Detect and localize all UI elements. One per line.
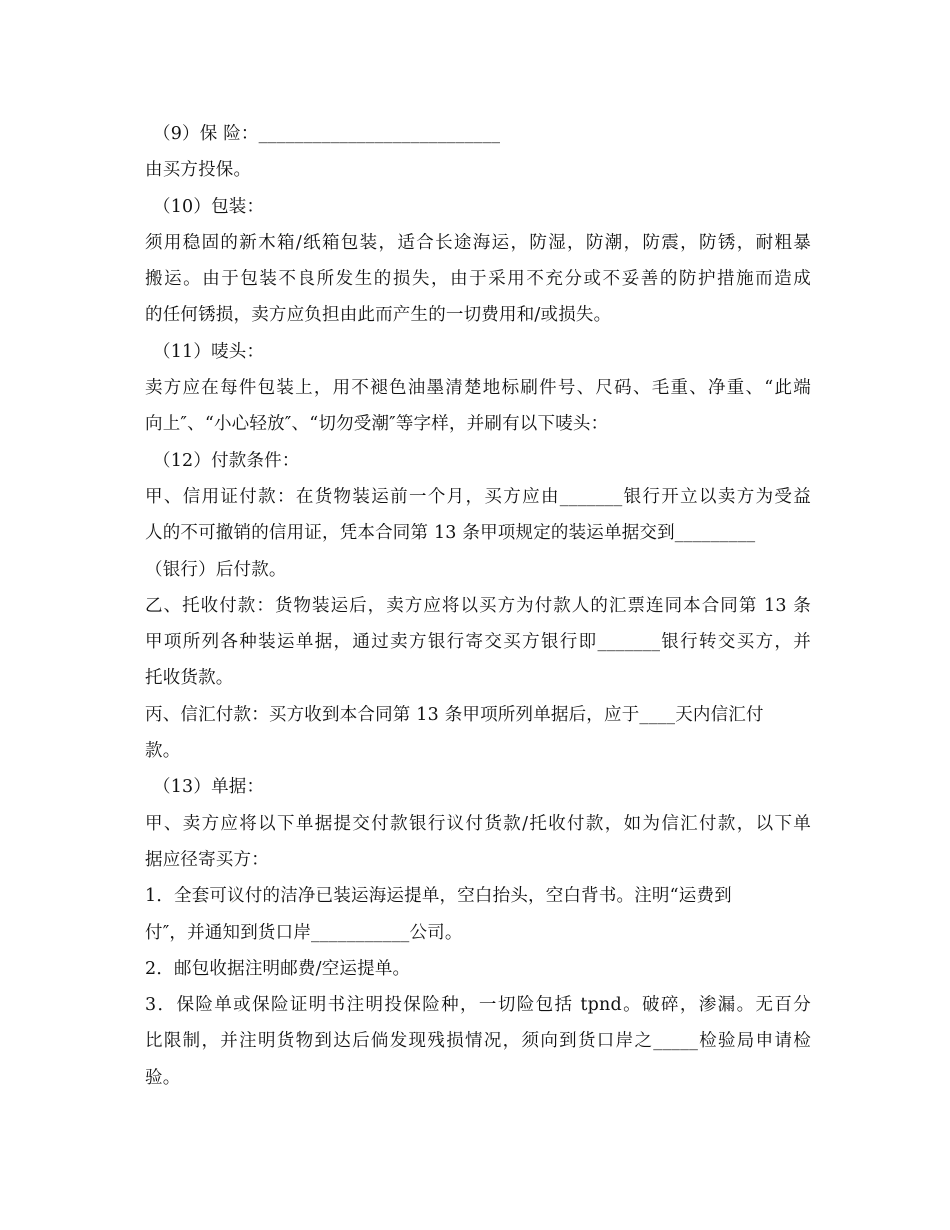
clause-10-packing-text-line-3: 的任何锈损，卖方应负担由此而产生的一切费用和/或损失。 — [145, 305, 612, 326]
clause-10-packing-heading: （10）包装： — [153, 196, 265, 217]
document-item-3-line-3: 验。 — [145, 1067, 181, 1088]
clause-12-mail-transfer-line-2: 款。 — [145, 741, 181, 762]
clause-12-payment-heading: （12）付款条件： — [153, 450, 300, 471]
clause-10-packing-text-line-1: 须用稳固的新木箱/纸箱包装，适合长途海运，防湿，防潮，防震，防锈，耐粗暴 — [145, 232, 811, 253]
clause-12-collection-line-1: 乙、托收付款：货物装运后，卖方应将以买方为付款人的汇票连同本合同第 13 条 — [145, 595, 811, 616]
document-item-3-line-1: 3．保险单或保险证明书注明投保险种，一切险包括 tpnd。破碎，渗漏。无百分 — [145, 995, 811, 1016]
clause-11-marks-text-line-1: 卖方应在每件包装上，用不褪色油墨清楚地标刷件号、尺码、毛重、净重、“此端 — [145, 378, 811, 399]
clause-12-collection-line-3: 托收货款。 — [145, 668, 234, 689]
clause-9-insurance-heading: （9）保 险：___________________________ — [153, 124, 501, 144]
clause-12-lc-line-2: 人的不可撤销的信用证，凭本合同第 13 条甲项规定的装运单据交到_________ — [145, 523, 756, 544]
clause-9-insurance-text: 由买方投保。 — [145, 160, 252, 181]
clause-12-lc-line-3: （银行）后付款。 — [145, 559, 287, 580]
clause-12-collection-line-2: 甲项所列各种装运单据，通过卖方银行寄交买方银行即_______银行转交买方，并 — [145, 632, 811, 653]
clause-10-packing-text-line-2: 搬运。由于包装不良所发生的损失，由于采用不充分或不妥善的防护措施而造成 — [145, 269, 811, 290]
clause-13-documents-line-1: 甲、卖方应将以下单据提交付款银行议付货款/托收付款，如为信汇付款，以下单 — [145, 813, 811, 834]
document-item-3-line-2: 比限制，并注明货物到达后倘发现残损情况，须向到货口岸之_____检验局申请检 — [145, 1031, 811, 1052]
document-item-2: 2．邮包收据注明邮费/空运提单。 — [145, 958, 411, 979]
document-item-1-line-2: 付″，并通知到货口岸___________公司。 — [145, 922, 463, 943]
clause-13-documents-heading: （13）单据： — [153, 777, 265, 798]
document-item-1-line-1: 1．全套可议付的洁净已装运海运提单，空白抬头，空白背书。注明“运费到 — [145, 886, 732, 907]
clause-12-lc-line-1: 甲、信用证付款：在货物装运前一个月，买方应由_______银行开立以卖方为受益 — [145, 486, 811, 507]
clause-11-marks-text-line-2: 向上″、“小心轻放″、“切勿受潮″等字样，并刷有以下唛头： — [145, 414, 609, 435]
clause-11-marks-heading: （11）唛头： — [153, 341, 265, 362]
clause-12-mail-transfer-line-1: 丙、信汇付款：买方收到本合同第 13 条甲项所列单据后，应于____天内信汇付 — [145, 704, 764, 725]
document-body — [145, 116, 811, 1096]
clause-13-documents-line-2: 据应径寄买方： — [145, 849, 269, 870]
